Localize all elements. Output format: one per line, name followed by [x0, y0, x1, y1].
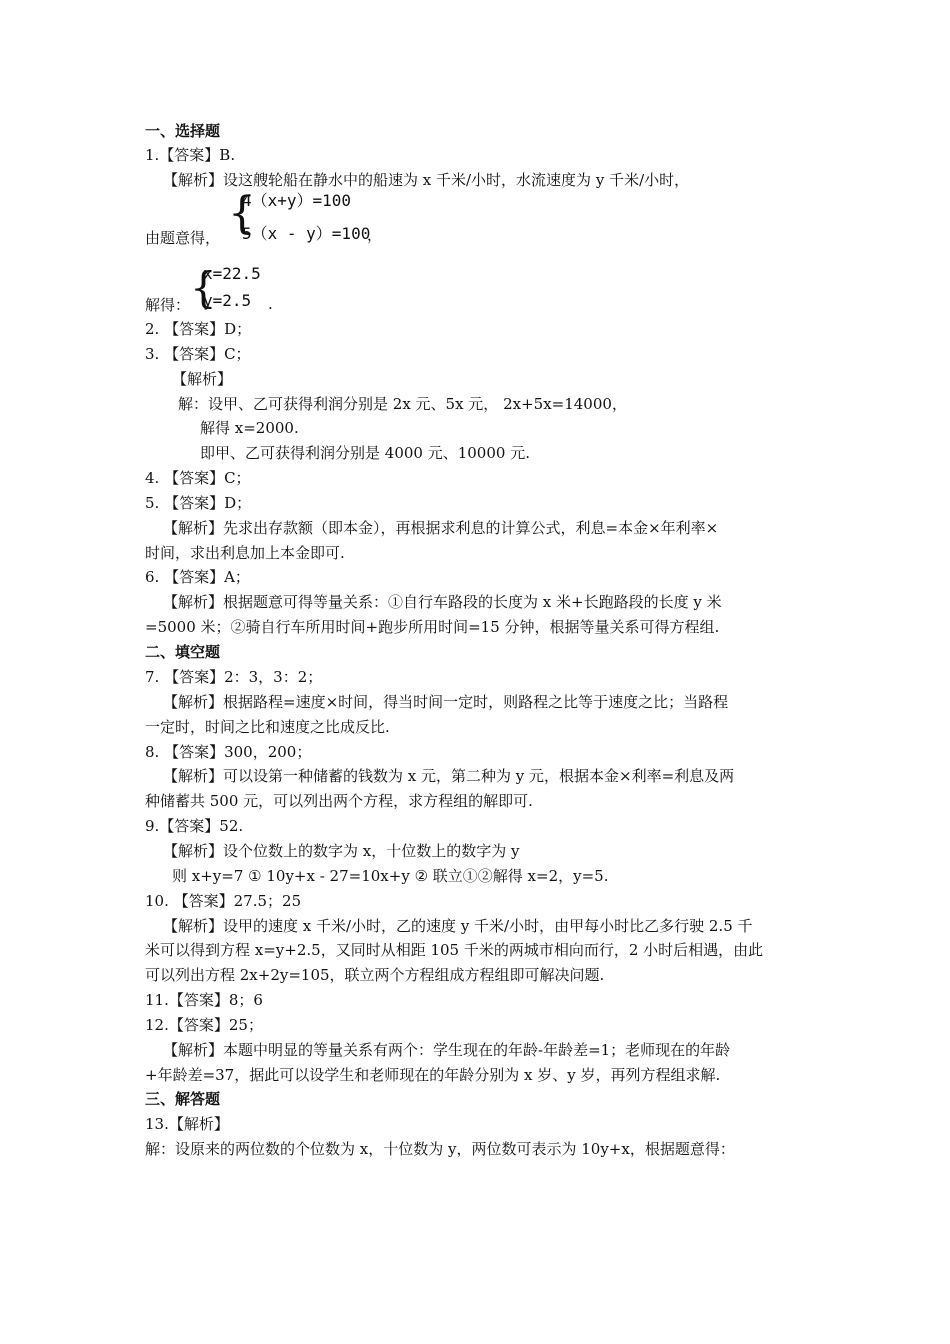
analysis-6-line1: 【解析】根据题意可得等量关系：①自行车路段的长度为 x 米+长跑路段的长度 y 米 [163, 593, 722, 611]
answer-8: 8. 【答案】300，200； [145, 743, 312, 761]
answer-2: 2. 【答案】D； [145, 320, 252, 338]
section-heading-choice: 一、选择题 [145, 122, 221, 140]
analysis-3-line1: 解：设甲、乙可获得利润分别是 2x 元、5x 元， 2x+5x=14000， [178, 395, 627, 413]
analysis-10-line2: 米可以得到方程 x=y+2.5，又同时从相距 105 千米的两城市相向而行，2 小时后相遇，由此 [145, 941, 764, 959]
analysis-5-line2: 时间，求出利息加上本金即可. [145, 544, 345, 562]
solved-label: 解得： [145, 296, 191, 314]
answer-4: 4. 【答案】C； [145, 469, 251, 487]
analysis-8-line1: 【解析】可以设第一种储蓄的钱数为 x 元，第二种为 y 元，根据本金×利率=利息及两 [163, 767, 735, 785]
equation-1b: 5（x - y）=100 [242, 224, 371, 243]
analysis-7-line1: 【解析】根据路程=速度×时间，得当时间一定时，则路程之比等于速度之比；当路程 [163, 693, 729, 711]
answer-7: 7. 【答案】2：3，3：2； [145, 668, 323, 686]
answer-12: 12.【答案】25； [145, 1016, 263, 1034]
answer-11: 11.【答案】8；6 [145, 991, 263, 1009]
solution-x: x=22.5 [203, 264, 261, 283]
answer-5: 5. 【答案】D； [145, 494, 252, 512]
analysis-6-line2: =5000 米；②骑自行车所用时间+跑步所用时间=15 分钟，根据等量关系可得方程组. [145, 618, 720, 636]
analysis-3-label: 【解析】 [172, 370, 233, 388]
equation-system-1 [228, 186, 383, 250]
analysis-10-line3: 可以列出方程 2x+2y=105，联立两个方程组成方程组即可解决问题. [145, 966, 605, 984]
given-label: 由题意得， [145, 229, 221, 247]
analysis-12-line1: 【解析】本题中明显的等量关系有两个：学生现在的年龄-年龄差=1；老师现在的年龄 [163, 1041, 731, 1059]
answer-10: 10. 【答案】27.5；25 [145, 892, 302, 910]
analysis-7-line2: 一定时，时间之比和速度之比成反比. [145, 718, 390, 736]
analysis-9-line1: 【解析】设个位数上的数字为 x，十位数上的数字为 y [163, 842, 520, 860]
answer-1: 1.【答案】B. [145, 146, 236, 164]
answer-13: 13.【解析】 [145, 1115, 229, 1133]
equation-1a: 4（x+y）=100 [242, 191, 352, 210]
answer-6: 6. 【答案】A； [145, 568, 250, 586]
brace-icon: { [228, 188, 256, 239]
analysis-10-line1: 【解析】设甲的速度 x 千米/小时，乙的速度 y 千米/小时，由甲每小时比乙多行驶 2.5 千 [163, 917, 753, 935]
section-heading-solve: 三、解答题 [145, 1090, 221, 1108]
brace-icon: { [190, 263, 217, 312]
section-heading-fill: 二、填空题 [145, 643, 221, 661]
analysis-1: 【解析】设这艘轮船在静水中的船速为 x 千米/小时，水流速度为 y 千米/小时， [163, 171, 690, 189]
equation-1-suffix: ， [367, 226, 383, 244]
equation-system-2 [190, 262, 290, 318]
analysis-13-line1: 解：设原来的两位数的个位数为 x，十位数为 y，两位数可表示为 10y+x，根据题意得： [145, 1140, 735, 1158]
analysis-3-line3: 即甲、乙可获得利润分别是 4000 元、10000 元. [200, 444, 530, 462]
analysis-3-line2: 解得 x=2000. [200, 419, 299, 437]
answer-3: 3. 【答案】C； [145, 345, 251, 363]
analysis-9-line2: 则 x+y=7 ① 10y+x - 27=10x+y ② 联立①②解得 x=2，y=5. [172, 867, 609, 885]
solution-y: y=2.5 [203, 291, 252, 310]
answer-9: 9.【答案】52. [145, 817, 244, 835]
analysis-8-line2: 种储蓄共 500 元，可以列出两个方程，求方程组的解即可. [145, 792, 533, 810]
analysis-5-line1: 【解析】先求出存款额（即本金），再根据求利息的计算公式，利息=本金×年利率× [163, 519, 719, 537]
analysis-12-line2: +年龄差=37，据此可以设学生和老师现在的年龄分别为 x 岁、y 岁，再列方程组求解. [145, 1066, 721, 1084]
solution-suffix: . [268, 295, 273, 313]
